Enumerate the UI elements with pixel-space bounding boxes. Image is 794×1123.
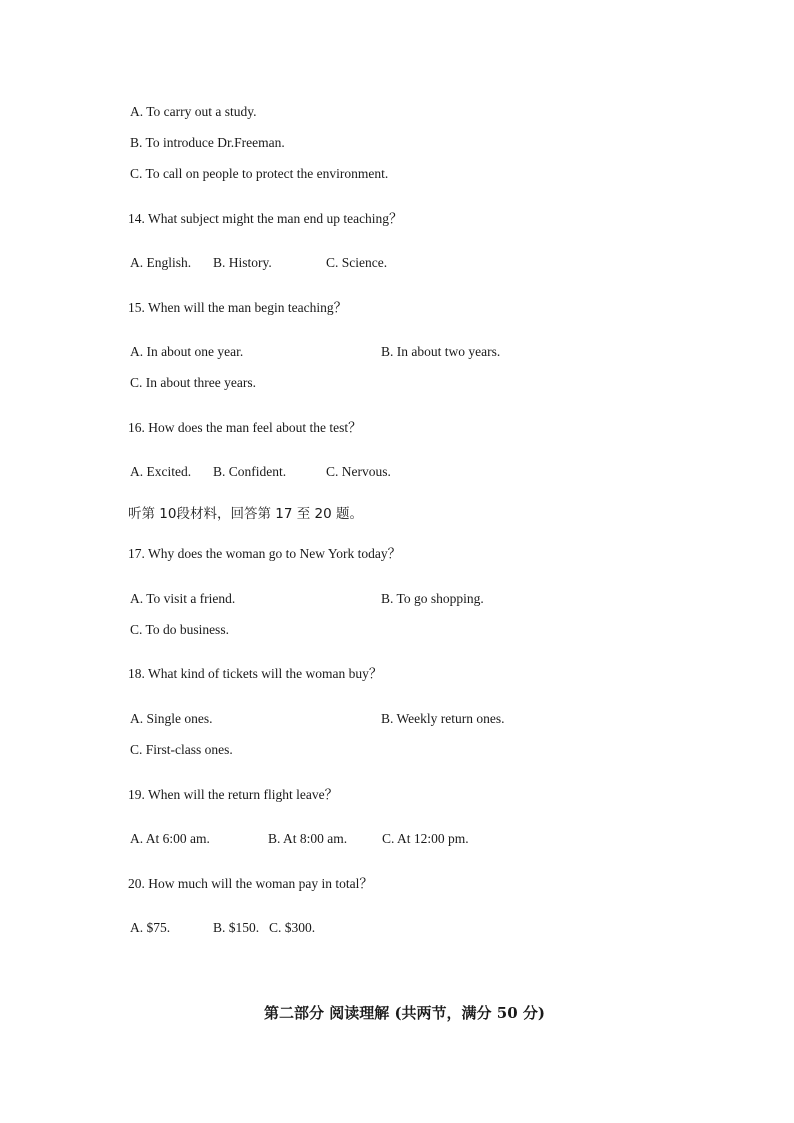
- q14-option-a: A. English.: [130, 255, 192, 270]
- q15-stem: 15. When will the man begin teaching？: [128, 300, 348, 315]
- q15-option-c: C. In about three years.: [130, 375, 256, 390]
- q17-option-c: C. To do business.: [130, 622, 229, 637]
- q20-stem: 20. How much will the woman pay in total？: [128, 876, 373, 891]
- q13-option-a: A. To carry out a study.: [130, 104, 257, 119]
- q20-option-b: B. $150.: [213, 920, 260, 935]
- q18-option-b: B. Weekly return ones.: [381, 711, 505, 726]
- q19-option-a: A. At 6:00 am.: [130, 831, 210, 846]
- q16-option-c: C. Nervous.: [326, 464, 391, 479]
- q14-option-c: C. Science.: [326, 255, 388, 270]
- q19-option-b: B. At 8:00 am.: [268, 831, 348, 846]
- q16-option-a: A. Excited.: [130, 464, 192, 479]
- q17-option-b: B. To go shopping.: [381, 591, 484, 606]
- q18-stem: 18. What kind of tickets will the woman buy？: [128, 666, 383, 681]
- q15-option-a: A. In about one year.: [130, 344, 244, 359]
- q17-stem: 17. Why does the woman go to New York today？: [128, 546, 402, 561]
- q19-option-c: C. At 12:00 pm.: [382, 831, 469, 846]
- q14-option-b: B. History.: [213, 255, 272, 270]
- q15-option-b: B. In about two years.: [381, 344, 501, 359]
- q20-option-a: A. $75.: [130, 920, 171, 935]
- q14-stem: 14. What subject might the man end up teaching？: [128, 211, 403, 226]
- q19-stem: 19. When will the return flight leave？: [128, 787, 339, 802]
- section-instruction: 听第 10段材料，回答第 17 至 20 题。: [128, 506, 363, 522]
- q18-option-c: C. First-class ones.: [130, 742, 233, 757]
- q16-stem: 16. How does the man feel about the test？: [128, 420, 362, 435]
- q20-option-c: C. $300.: [269, 920, 316, 935]
- part-two-heading: 第二部分 阅读理解 (共两节，满分 50 分): [264, 1004, 545, 1022]
- q17-option-a: A. To visit a friend.: [130, 591, 236, 606]
- q16-option-b: B. Confident.: [213, 464, 287, 479]
- q13-option-b: B. To introduce Dr.Freeman.: [130, 135, 285, 150]
- q18-option-a: A. Single ones.: [130, 711, 213, 726]
- q13-option-c: C. To call on people to protect the environment.: [130, 166, 389, 181]
